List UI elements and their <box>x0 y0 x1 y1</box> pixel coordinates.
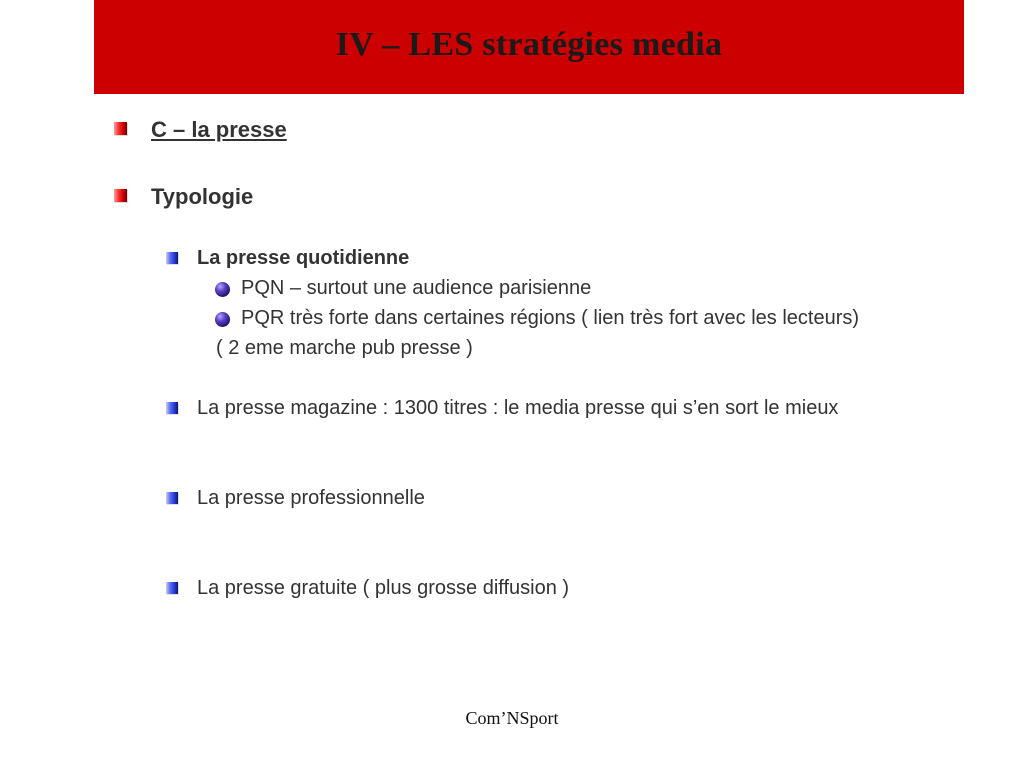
red-square-bullet-icon <box>114 122 127 135</box>
blue-square-bullet-icon <box>166 582 178 594</box>
heading-c-la-presse: C – la presse <box>151 117 287 142</box>
list-item-presse-professionnelle: La presse professionnelle <box>197 487 425 509</box>
slide-title: IV – LES stratégies media <box>335 26 723 63</box>
list-item-presse-quotidienne: La presse quotidienne <box>197 247 410 269</box>
blue-square-bullet-icon <box>166 252 178 264</box>
footer-text: Com’NSport <box>465 708 559 728</box>
blue-square-bullet-icon <box>166 492 178 504</box>
list-item-continuation: ( 2 eme marche pub presse ) <box>216 337 473 359</box>
red-square-bullet-icon <box>114 189 127 202</box>
list-item-pqr: PQR très forte dans certaines régions ( lien très fort avec les lecteurs) <box>241 307 860 329</box>
blue-square-bullet-icon <box>166 402 178 414</box>
purple-sphere-bullet-icon <box>215 312 230 327</box>
list-item-pqn: PQN – surtout une audience parisienne <box>241 277 592 299</box>
list-item-presse-magazine: La presse magazine : 1300 titres : le media presse qui s’en sort le mieux <box>197 397 839 419</box>
list-item-presse-gratuite: La presse gratuite ( plus grosse diffusion ) <box>197 577 570 599</box>
section-typologie: Typologie <box>151 184 254 209</box>
purple-sphere-bullet-icon <box>215 282 230 297</box>
title-bar <box>94 0 964 94</box>
